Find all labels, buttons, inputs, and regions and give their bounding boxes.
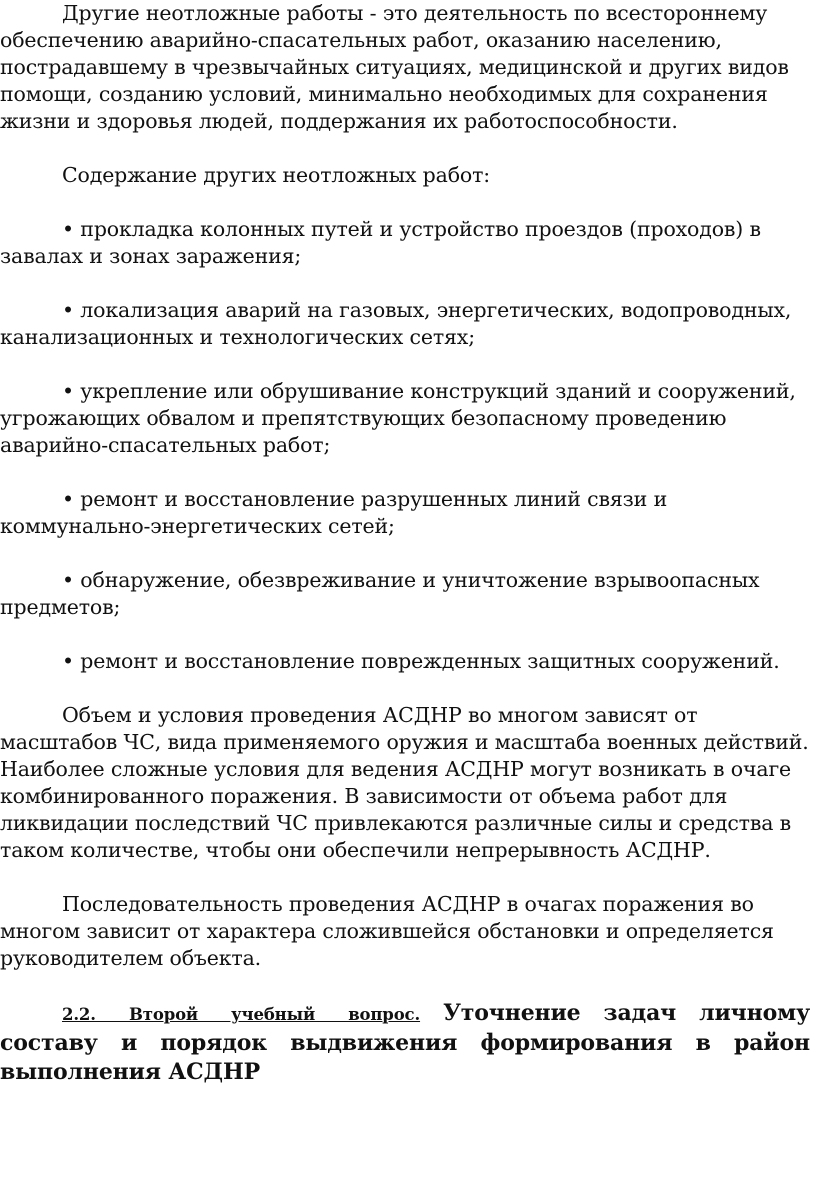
list-item-explosives: • обнаружение, обезвреживание и уничтожение взрывоопасных предметов; [0, 568, 760, 619]
spacer [0, 675, 810, 702]
list-item-communications: • ремонт и восстановление разрушенных линий связи и коммунально-энергетических сетей; [0, 487, 668, 538]
spacer [0, 540, 810, 567]
list-item-routes: • прокладка колонных путей и устройство проездов (проходов) в завалах и зонах заражения; [0, 217, 761, 268]
paragraph-definition: Другие неотложные работы - это деятельность по всестороннему обеспечению аварийно-спасательных работ, оказанию населению, пострадавшему в чрезвычайных ситуациях, медицинской и других видов помощи, созданию условий, минимально необходимых для сохранения жизни и здоровья людей, поддержания их работоспособности. [0, 1, 789, 133]
spacer [0, 459, 810, 486]
paragraph-scope: Объем и условия проведения АСДНР во многом зависят от масштабов ЧС, вида применяемого оружия и масштаба военных действий. Наиболее сложные условия для ведения АСДНР могут возникать в очаге комбинированного поражения. В зависимости от объема работ для ликвидации последствий ЧС привлекаются различные силы и средства в таком количестве, чтобы они обеспечили непрерывность АСДНР. [0, 703, 809, 862]
spacer [0, 189, 810, 216]
paragraph-contents-intro: Содержание других неотложных работ: [62, 163, 491, 187]
section-label: 2.2. Второй учебный вопрос. [62, 1005, 421, 1024]
spacer [0, 864, 810, 891]
list-item-shelters: • ремонт и восстановление поврежденных защитных сооружений. [62, 649, 780, 673]
spacer [0, 972, 810, 999]
spacer [0, 270, 810, 297]
spacer [0, 621, 810, 648]
spacer [0, 135, 810, 162]
section-title: Уточнение задач личному составу и порядок выдвижения формирования в район выполнения АСДНР [0, 1000, 811, 1085]
list-item-structures: • укрепление или обрушивание конструкций зданий и сооружений, угрожающих обвалом и препятствующих безопасному проведению аварийно-спасательных работ; [0, 379, 796, 457]
section-heading [0, 999, 810, 1087]
paragraph-sequence: Последовательность проведения АСДНР в очагах поражения во многом зависит от характера сложившейся обстановки и определяется руководителем объекта. [0, 892, 774, 970]
list-item-localization: • локализация аварий на газовых, энергетических, водопроводных, канализационных и технологических сетях; [0, 298, 792, 349]
spacer [0, 351, 810, 378]
